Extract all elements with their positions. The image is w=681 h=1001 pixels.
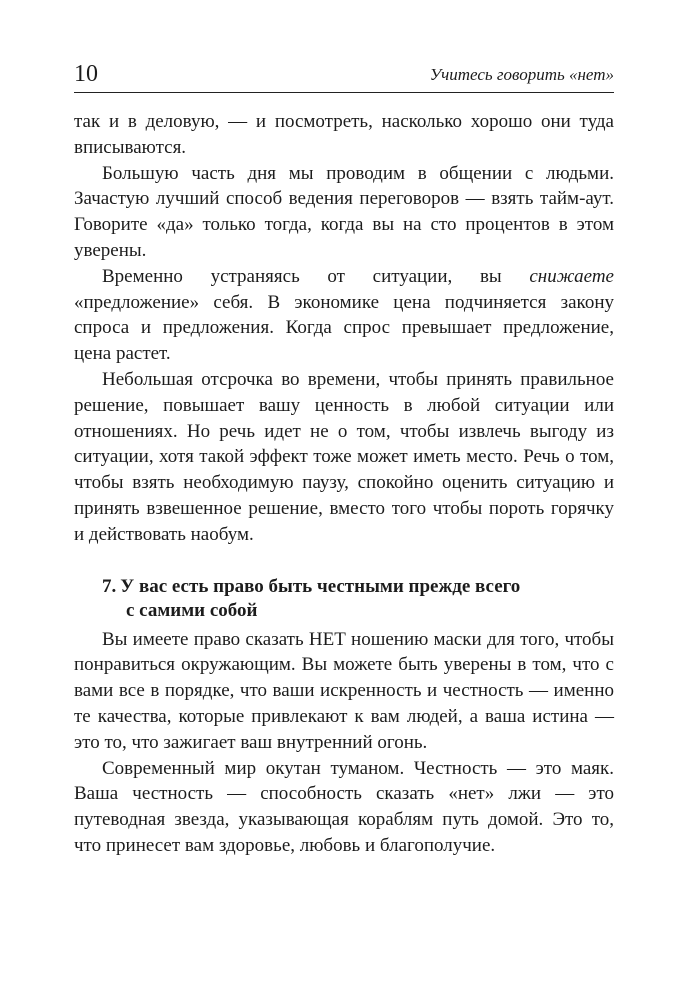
running-title: Учитесь говорить «нет»	[429, 65, 614, 84]
paragraph: Вы имеете право сказать НЕТ ношению маски для того, чтобы понравиться окружающим. Вы можете быть уверены в том, что с вами все в порядке, что ваши искренность и честность — именно те качества, которые привлекают к вам людей, а ваша истина — это то, что зажигает ваш внутренний огонь.	[74, 628, 614, 753]
paragraph-continuation: так и в деловую, — и посмотреть, насколько хорошо они туда вписываются.	[74, 111, 614, 158]
paragraph-text: Временно устраняясь от ситуации, вы	[102, 265, 530, 287]
page-header	[74, 60, 614, 90]
section-title-line1: У вас есть право быть честными прежде всего	[120, 575, 521, 597]
paragraph: Небольшая отсрочка во времени, чтобы принять правильное решение, повышает вашу ценность в любой ситуации или отношениях. Но речь идет не о том, чтобы извлечь выгоду из ситуации, хотя такой эффект тоже может иметь место. Речь о том, чтобы взять необходимую паузу, спокойно оценить ситуацию и принять взвешенное решение, вместо того чтобы пороть горячку и действовать наобум.	[74, 368, 614, 545]
section-title-line2: с самими собой	[126, 599, 258, 621]
paragraph	[74, 264, 614, 367]
paragraph-text: «предложение» себя. В экономике цена подчиняется закону спроса и предложения. Когда спрос превышает предложение, цена растет.	[74, 291, 614, 365]
page-body	[74, 109, 614, 859]
emphasis-text: снижаете	[529, 265, 614, 287]
header-divider	[74, 92, 614, 93]
page-number: 10	[74, 61, 98, 87]
paragraph: Большую часть дня мы проводим в общении с людьми. Зачастую лучший способ ведения переговоров — взять тайм-аут. Говорите «да» только тогда, когда вы на сто процентов в этом уверены.	[74, 162, 614, 261]
paragraph: Современный мир окутан туманом. Честность — это маяк. Ваша честность — способность сказать «нет» лжи — это путеводная звезда, указывающая кораблям путь домой. Это то, что принесет вам здоровье, любовь и благополучие.	[74, 757, 614, 856]
section-number: 7.	[102, 575, 117, 597]
section-heading	[74, 575, 614, 623]
